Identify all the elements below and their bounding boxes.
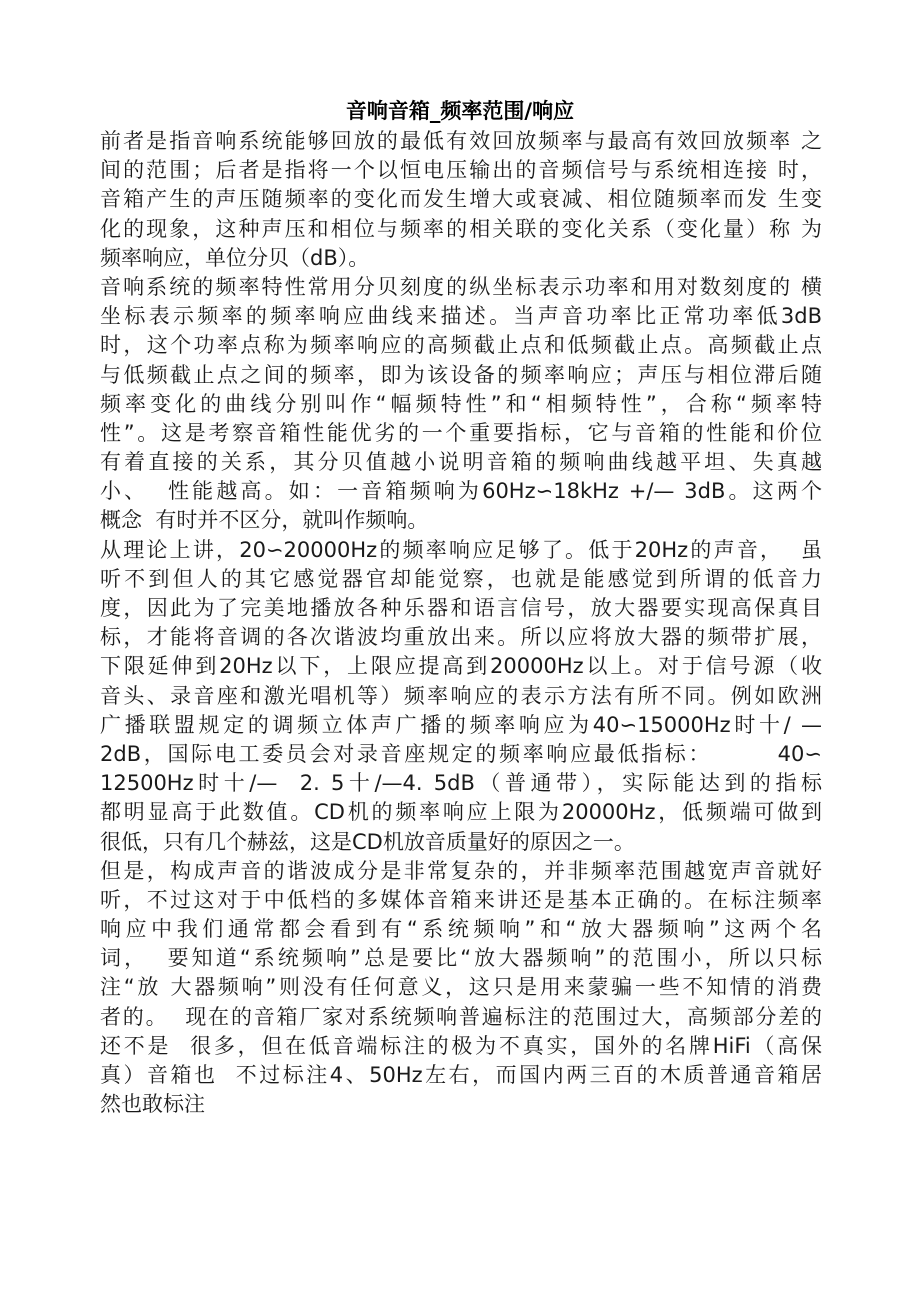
text-line: 小、 性能越高。如：一音箱频响为60Hz∽18kHz +/— 3dB。这两个 — [100, 479, 822, 504]
text-line: 还不是 很多，但在低音端标注的极为不真实，国外的名牌HiFi（高保 — [100, 1033, 822, 1058]
text-line: 注“放 大器频响”则没有任何意义，这只是用来蒙骗一些不知情的消费 — [100, 975, 822, 1000]
text-line: 听，不过这对于中低档的多媒体音箱来讲还是基本正确的。在标注频率 — [100, 887, 822, 912]
document-body — [100, 127, 822, 1119]
text-line: 概念 有时并不区分，就叫作频响。 — [100, 508, 429, 533]
text-line: 频率响应，单位分贝（dB）。 — [100, 245, 370, 270]
text-line: 频率变化的曲线分别叫作“幅频特性”和“相频特性”，合称“频率特 — [100, 391, 822, 416]
text-line: 者的。 现在的音箱厂家对系统频响普遍标注的范围过大，高频部分差的 — [100, 1004, 822, 1029]
text-line: 真）音箱也 不过标注4、50Hz左右，而国内两三百的木质普通音箱居 — [100, 1063, 822, 1087]
text-line: 有着直接的关系，其分贝值越小说明音箱的频响曲线越平坦、失真越 — [100, 450, 822, 475]
text-line: 都明显高于此数值。CD机的频率响应上限为20000Hz，低频端可做到 — [100, 800, 822, 825]
text-line: 响应中我们通常都会看到有“系统频响”和“放大器频响”这两个名 — [100, 917, 822, 942]
text-line: 时，这个功率点称为频率响应的高频截止点和低频截止点。高频截止点 — [100, 333, 822, 358]
text-line: 从理论上讲，20∽20000Hz的频率响应足够了。低于20Hz的声音， 虽 — [100, 537, 822, 562]
text-line: 标，才能将音调的各次谐波均重放出来。所以应将放大器的频带扩展， — [100, 625, 822, 650]
text-line: 12500Hz时十/— 2. 5十/—4. 5dB（普通带），实际能达到的指标 — [100, 771, 822, 796]
text-line: 音头、录音座和激光唱机等）频率响应的表示方法有所不同。例如欧洲 — [100, 683, 822, 708]
text-line: 但是，构成声音的谐波成分是非常复杂的，并非频率范围越宽声音就好 — [100, 858, 822, 883]
text-line: 很低，只有几个赫兹，这是CD机放音质量好的原因之一。 — [100, 829, 635, 854]
text-line: 下限延伸到20Hz以下，上限应提高到20000Hz以上。对于信号源（收 — [100, 654, 822, 679]
text-line: 坐标表示频率的频率响应曲线来描述。当声音功率比正常功率低3dB — [100, 304, 822, 329]
document-title: 音响音箱_频率范围/响应 — [345, 99, 575, 123]
text-line: 音箱产生的声压随频率的变化而发生增大或衰减、相位随频率而发 生变 — [100, 187, 822, 212]
text-line: 度，因此为了完美地播放各种乐器和语言信号，放大器要实现高保真目 — [100, 596, 822, 620]
text-line: 然也敢标注 — [100, 1092, 205, 1117]
text-line: 广播联盟规定的调频立体声广播的频率响应为40∽15000Hz时十/ — — [100, 712, 822, 737]
text-line: 化的现象，这种声压和相位与频率的相关联的变化关系（变化量）称 为 — [100, 216, 822, 241]
text-line: 音响系统的频率特性常用分贝刻度的纵坐标表示功率和用对数刻度的 横 — [100, 274, 822, 299]
text-line: 词， 要知道“系统频响”总是要比“放大器频响”的范围小，所以只标 — [100, 946, 822, 971]
text-line: 2dB，国际电工委员会对录音座规定的频率响应最低指标： 40∽ — [100, 741, 822, 766]
text-line: 听不到但人的其它感觉器官却能觉察，也就是能感觉到所谓的低音力 — [100, 566, 822, 591]
text-line: 前者是指音响系统能够回放的最低有效回放频率与最高有效回放频率 之 — [100, 129, 822, 153]
text-line: 性”。这是考察音箱性能优劣的一个重要指标，它与音箱的性能和价位 — [100, 420, 822, 445]
text-line: 与低频截止点之间的频率，即为该设备的频率响应；声压与相位滞后随 — [100, 362, 822, 387]
text-line: 间的范围；后者是指将一个以恒电压输出的音频信号与系统相连接 时， — [100, 158, 822, 183]
